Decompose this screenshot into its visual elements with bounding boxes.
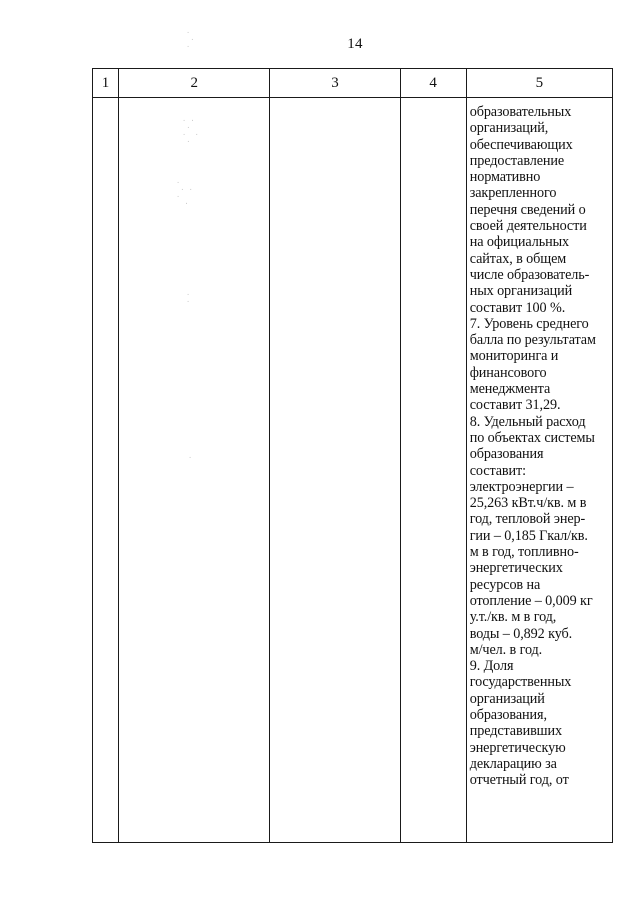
text-line: менеджмента — [469, 381, 551, 398]
text-line: декларацию за — [469, 755, 557, 772]
text-line: закрепленного — [469, 185, 557, 202]
text-line: отчетный год, от — [469, 772, 569, 789]
text-line: воды – 0,892 куб. — [469, 625, 573, 642]
text-line: 7. Уровень среднего — [469, 315, 589, 332]
data-table — [92, 68, 613, 843]
text-line: предоставление — [469, 152, 565, 169]
column-header-3: 3 — [270, 69, 400, 98]
scan-artifact: · · · · · — [176, 179, 193, 208]
text-line: 9. Доля — [469, 658, 514, 675]
text-line: м в год, топливно- — [469, 544, 579, 561]
cell-col-4 — [400, 98, 466, 843]
text-line: образования, — [469, 706, 547, 723]
text-line: отопление – 0,009 кг — [469, 592, 593, 609]
column-header-5: 5 — [466, 69, 612, 98]
text-line: перечня сведений о — [469, 201, 586, 218]
text-line: у.т./кв. м в год, — [469, 609, 557, 626]
scan-artifact: · · · — [186, 29, 195, 51]
text-line: числе образователь- — [469, 266, 590, 283]
text-line: м/чел. в год. — [469, 641, 543, 658]
text-line: по объектах системы — [469, 429, 595, 446]
text-line: 25,263 кВт.ч/кв. м в — [469, 495, 587, 512]
text-line: электроэнергии – — [469, 478, 574, 495]
text-line: составит: — [469, 462, 526, 479]
text-line: представивших — [469, 723, 562, 740]
text-line: организаций — [469, 690, 545, 707]
text-line: образовательных — [469, 104, 572, 120]
text-line: мониторинга и — [469, 348, 559, 365]
text-line: на официальных — [469, 234, 569, 251]
text-line: финансового — [469, 364, 547, 381]
cell-col-1 — [93, 98, 119, 843]
text-line: составит 31,29. — [469, 397, 561, 414]
cell-col-3 — [270, 98, 400, 843]
indicator-text — [467, 98, 612, 788]
text-line: сайтах, в общем — [469, 250, 567, 267]
column-header-1: 1 — [93, 69, 119, 98]
text-line: энергетических — [469, 560, 563, 577]
text-line: 8. Удельный расход — [469, 413, 586, 430]
table-row — [93, 98, 613, 843]
scan-artifact: · — [188, 454, 193, 462]
text-line: ресурсов на — [469, 576, 541, 593]
text-line: энергетическую — [469, 739, 566, 756]
text-line: обеспечивающих — [469, 136, 573, 153]
text-line: организаций, — [469, 120, 549, 137]
text-line: ных организаций — [469, 283, 573, 300]
scan-artifact: · · · · · · — [182, 117, 199, 146]
page-number: 14 — [347, 36, 363, 52]
column-header-4: 4 — [400, 69, 466, 98]
text-line: год, тепловой энер- — [469, 511, 586, 528]
scan-artifact: · · — [186, 291, 191, 306]
text-line: гии – 0,185 Гкал/кв. — [469, 527, 588, 544]
text-line: государственных — [469, 674, 572, 691]
column-header-2: 2 — [119, 69, 270, 98]
table-header-row — [93, 69, 613, 98]
text-line: балла по результатам — [469, 332, 596, 349]
text-line: образования — [469, 446, 544, 463]
text-line: нормативно — [469, 169, 541, 186]
cell-col-5 — [466, 98, 612, 843]
text-line: своей деятельности — [469, 218, 587, 235]
cell-col-2 — [119, 98, 270, 843]
text-line: составит 100 %. — [469, 299, 566, 316]
